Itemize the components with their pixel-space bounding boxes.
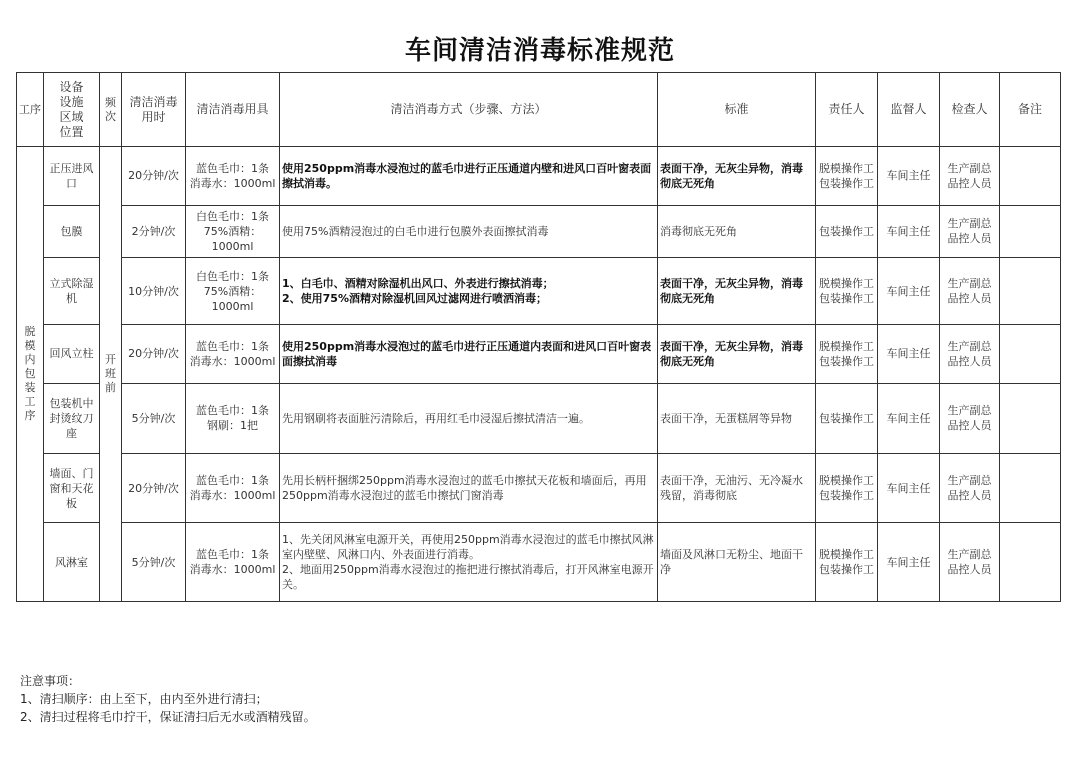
notes-section (20, 672, 316, 726)
supplies-cell (186, 147, 280, 206)
cell-line: 脱模操作工 (819, 548, 874, 562)
cell-line: 品控人员 (947, 292, 992, 306)
standard-cell: 表面干净，无灰尘异物，消毒彻底无死角 (658, 258, 816, 325)
cell-line: 脱模操作工 (819, 161, 874, 175)
method-cell: 先用钢刷将表面脏污清除后，再用红毛巾浸湿后擦拭清洁一遍。 (280, 383, 658, 454)
method-cell: 1、白毛巾、酒精对除湿机出风口、外表进行擦拭消毒； 2、使用75%酒精对除湿机回风过滤网进行喷洒消毒； (280, 258, 658, 325)
cell-line: 蓝色毛巾：1条 (196, 474, 269, 488)
cell-line: 白色毛巾：1条 (196, 269, 269, 283)
table-row (17, 454, 1061, 523)
supplies-cell (186, 383, 280, 454)
remarks-cell (1000, 258, 1061, 325)
responsible-cell (816, 523, 878, 602)
frequency-value: 开班前 (105, 353, 116, 394)
method-cell: 使用250ppm消毒水浸泡过的蓝毛巾进行正压通道内壁和进风口百叶窗表面擦拭消毒。 (280, 147, 658, 206)
cell-line: 包装操作工 (819, 176, 874, 190)
cell-line: 消毒水：1000ml (189, 176, 276, 190)
cell-line: 生产副总 (947, 217, 992, 231)
responsible-cell (816, 454, 878, 523)
area-cell: 回风立柱 (44, 324, 100, 383)
cleaning-standard-table (16, 72, 1061, 602)
time-cell: 5分钟/次 (122, 383, 186, 454)
cell-line: 包装操作工 (819, 292, 874, 306)
inspector-cell (940, 258, 1000, 325)
header-supplies: 清洁消毒用具 (186, 73, 280, 147)
supplies-cell (186, 205, 280, 258)
cell-line: 包装操作工 (819, 411, 874, 425)
area-cell: 包膜 (44, 205, 100, 258)
cell-line: 品控人员 (947, 563, 992, 577)
cell-line: 包装操作工 (819, 489, 874, 503)
remarks-cell (1000, 523, 1061, 602)
time-cell: 20分钟/次 (122, 147, 186, 206)
supervisor-cell: 车间主任 (878, 258, 940, 325)
header-frequency: 频次 (100, 73, 122, 147)
header-method: 清洁消毒方式（步骤、方法） (280, 73, 658, 147)
supervisor-cell: 车间主任 (878, 324, 940, 383)
remarks-cell (1000, 454, 1061, 523)
cell-line: 脱模操作工 (819, 339, 874, 353)
table-row (17, 523, 1061, 602)
inspector-cell (940, 383, 1000, 454)
method-cell: 使用250ppm消毒水浸泡过的蓝毛巾进行正压通道内表面和进风口百叶窗表面擦拭消毒 (280, 324, 658, 383)
responsible-cell (816, 205, 878, 258)
remarks-cell (1000, 147, 1061, 206)
area-cell: 立式除湿机 (44, 258, 100, 325)
area-cell: 包装机中封烫纹刀座 (44, 383, 100, 454)
cell-line: 生产副总 (947, 548, 992, 562)
table-row (17, 324, 1061, 383)
cell-line: 包装操作工 (819, 224, 874, 238)
cell-line: 蓝色毛巾：1条 (196, 161, 269, 175)
table-row (17, 258, 1061, 325)
table-row (17, 205, 1061, 258)
header-inspector: 检查人 (940, 73, 1000, 147)
standard-cell: 表面干净，无灰尘异物，消毒彻底无死角 (658, 147, 816, 206)
supervisor-cell: 车间主任 (878, 454, 940, 523)
cell-line: 蓝色毛巾：1条 (196, 404, 269, 418)
standard-cell: 墙面及风淋口无粉尘、地面干净 (658, 523, 816, 602)
supplies-cell (186, 454, 280, 523)
supplies-cell (186, 523, 280, 602)
notes-heading: 注意事项： (20, 674, 81, 688)
cell-line: 白色毛巾：1条 (196, 209, 269, 223)
supplies-cell (186, 324, 280, 383)
time-cell: 2分钟/次 (122, 205, 186, 258)
cell-line: 脱模操作工 (819, 277, 874, 291)
time-cell: 10分钟/次 (122, 258, 186, 325)
cell-line: 生产副总 (947, 277, 992, 291)
inspector-cell (940, 523, 1000, 602)
method-cell: 1、先关闭风淋室电源开关，再使用250ppm消毒水浸泡过的蓝毛巾擦拭风淋室内壁壁、风淋口内、外表面进行消毒。 2、地面用250ppm消毒水浸泡过的拖把进行擦拭消毒后，打开风淋室电源开关。 (280, 523, 658, 602)
header-standard: 标准 (658, 73, 816, 147)
standard-cell: 表面干净，无油污、无冷凝水残留，消毒彻底 (658, 454, 816, 523)
cell-line: 75%酒精：1000ml (203, 224, 262, 253)
process-name: 脱模内包装工序 (24, 325, 36, 422)
cell-line: 蓝色毛巾：1条 (196, 339, 269, 353)
cell-line: 75%酒精：1000ml (203, 284, 262, 313)
remarks-cell (1000, 205, 1061, 258)
header-supervisor: 监督人 (878, 73, 940, 147)
time-cell: 5分钟/次 (122, 523, 186, 602)
notes-item: 1、清扫顺序：由上至下，由内至外进行清扫； (20, 692, 268, 706)
time-cell: 20分钟/次 (122, 454, 186, 523)
cell-line: 品控人员 (947, 354, 992, 368)
cell-line: 生产副总 (947, 474, 992, 488)
cell-line: 包装操作工 (819, 563, 874, 577)
cell-line: 消毒水：1000ml (189, 489, 276, 503)
frequency-cell (100, 147, 122, 602)
standard-cell: 表面干净，无灰尘异物，消毒彻底无死角 (658, 324, 816, 383)
header-process: 工序 (17, 73, 44, 147)
cell-line: 脱模操作工 (819, 474, 874, 488)
inspector-cell (940, 205, 1000, 258)
inspector-cell (940, 454, 1000, 523)
cell-line: 生产副总 (947, 339, 992, 353)
cell-line: 生产副总 (947, 404, 992, 418)
cell-line: 蓝色毛巾：1条 (196, 548, 269, 562)
cell-line: 品控人员 (947, 176, 992, 190)
cell-line: 品控人员 (947, 419, 992, 433)
time-cell: 20分钟/次 (122, 324, 186, 383)
area-cell: 墙面、门窗和天花板 (44, 454, 100, 523)
cell-line: 品控人员 (947, 489, 992, 503)
inspector-cell (940, 324, 1000, 383)
cell-line: 钢刷：1把 (207, 419, 258, 433)
notes-item: 2、清扫过程将毛巾拧干，保证清扫后无水或酒精残留。 (20, 710, 316, 724)
responsible-cell (816, 383, 878, 454)
responsible-cell (816, 324, 878, 383)
header-time: 清洁消毒用时 (122, 73, 186, 147)
header-area: 设备设施区域位置 (44, 73, 100, 147)
process-cell (17, 147, 44, 602)
method-cell: 先用长柄杆捆绑250ppm消毒水浸泡过的蓝毛巾擦拭天花板和墙面后，再用250ppm消毒水浸泡过的蓝毛巾擦拭门窗消毒 (280, 454, 658, 523)
method-cell: 使用75%酒精浸泡过的白毛巾进行包膜外表面擦拭消毒 (280, 205, 658, 258)
standard-cell: 表面干净，无蛋糕屑等异物 (658, 383, 816, 454)
cell-line: 消毒水：1000ml (189, 354, 276, 368)
cell-line: 品控人员 (947, 232, 992, 246)
responsible-cell (816, 147, 878, 206)
header-responsible: 责任人 (816, 73, 878, 147)
cell-line: 生产副总 (947, 161, 992, 175)
supervisor-cell: 车间主任 (878, 147, 940, 206)
responsible-cell (816, 258, 878, 325)
cell-line: 包装操作工 (819, 354, 874, 368)
supervisor-cell: 车间主任 (878, 523, 940, 602)
table-row (17, 383, 1061, 454)
inspector-cell (940, 147, 1000, 206)
supplies-cell (186, 258, 280, 325)
supervisor-cell: 车间主任 (878, 383, 940, 454)
page-title: 车间清洁消毒标准规范 (404, 36, 675, 66)
remarks-cell (1000, 324, 1061, 383)
area-cell: 风淋室 (44, 523, 100, 602)
header-remarks: 备注 (1000, 73, 1061, 147)
standard-cell: 消毒彻底无死角 (658, 205, 816, 258)
table-row (17, 147, 1061, 206)
area-cell: 正压进风口 (44, 147, 100, 206)
remarks-cell (1000, 383, 1061, 454)
supervisor-cell: 车间主任 (878, 205, 940, 258)
cell-line: 消毒水：1000ml (189, 563, 276, 577)
table-header-row (17, 73, 1061, 147)
